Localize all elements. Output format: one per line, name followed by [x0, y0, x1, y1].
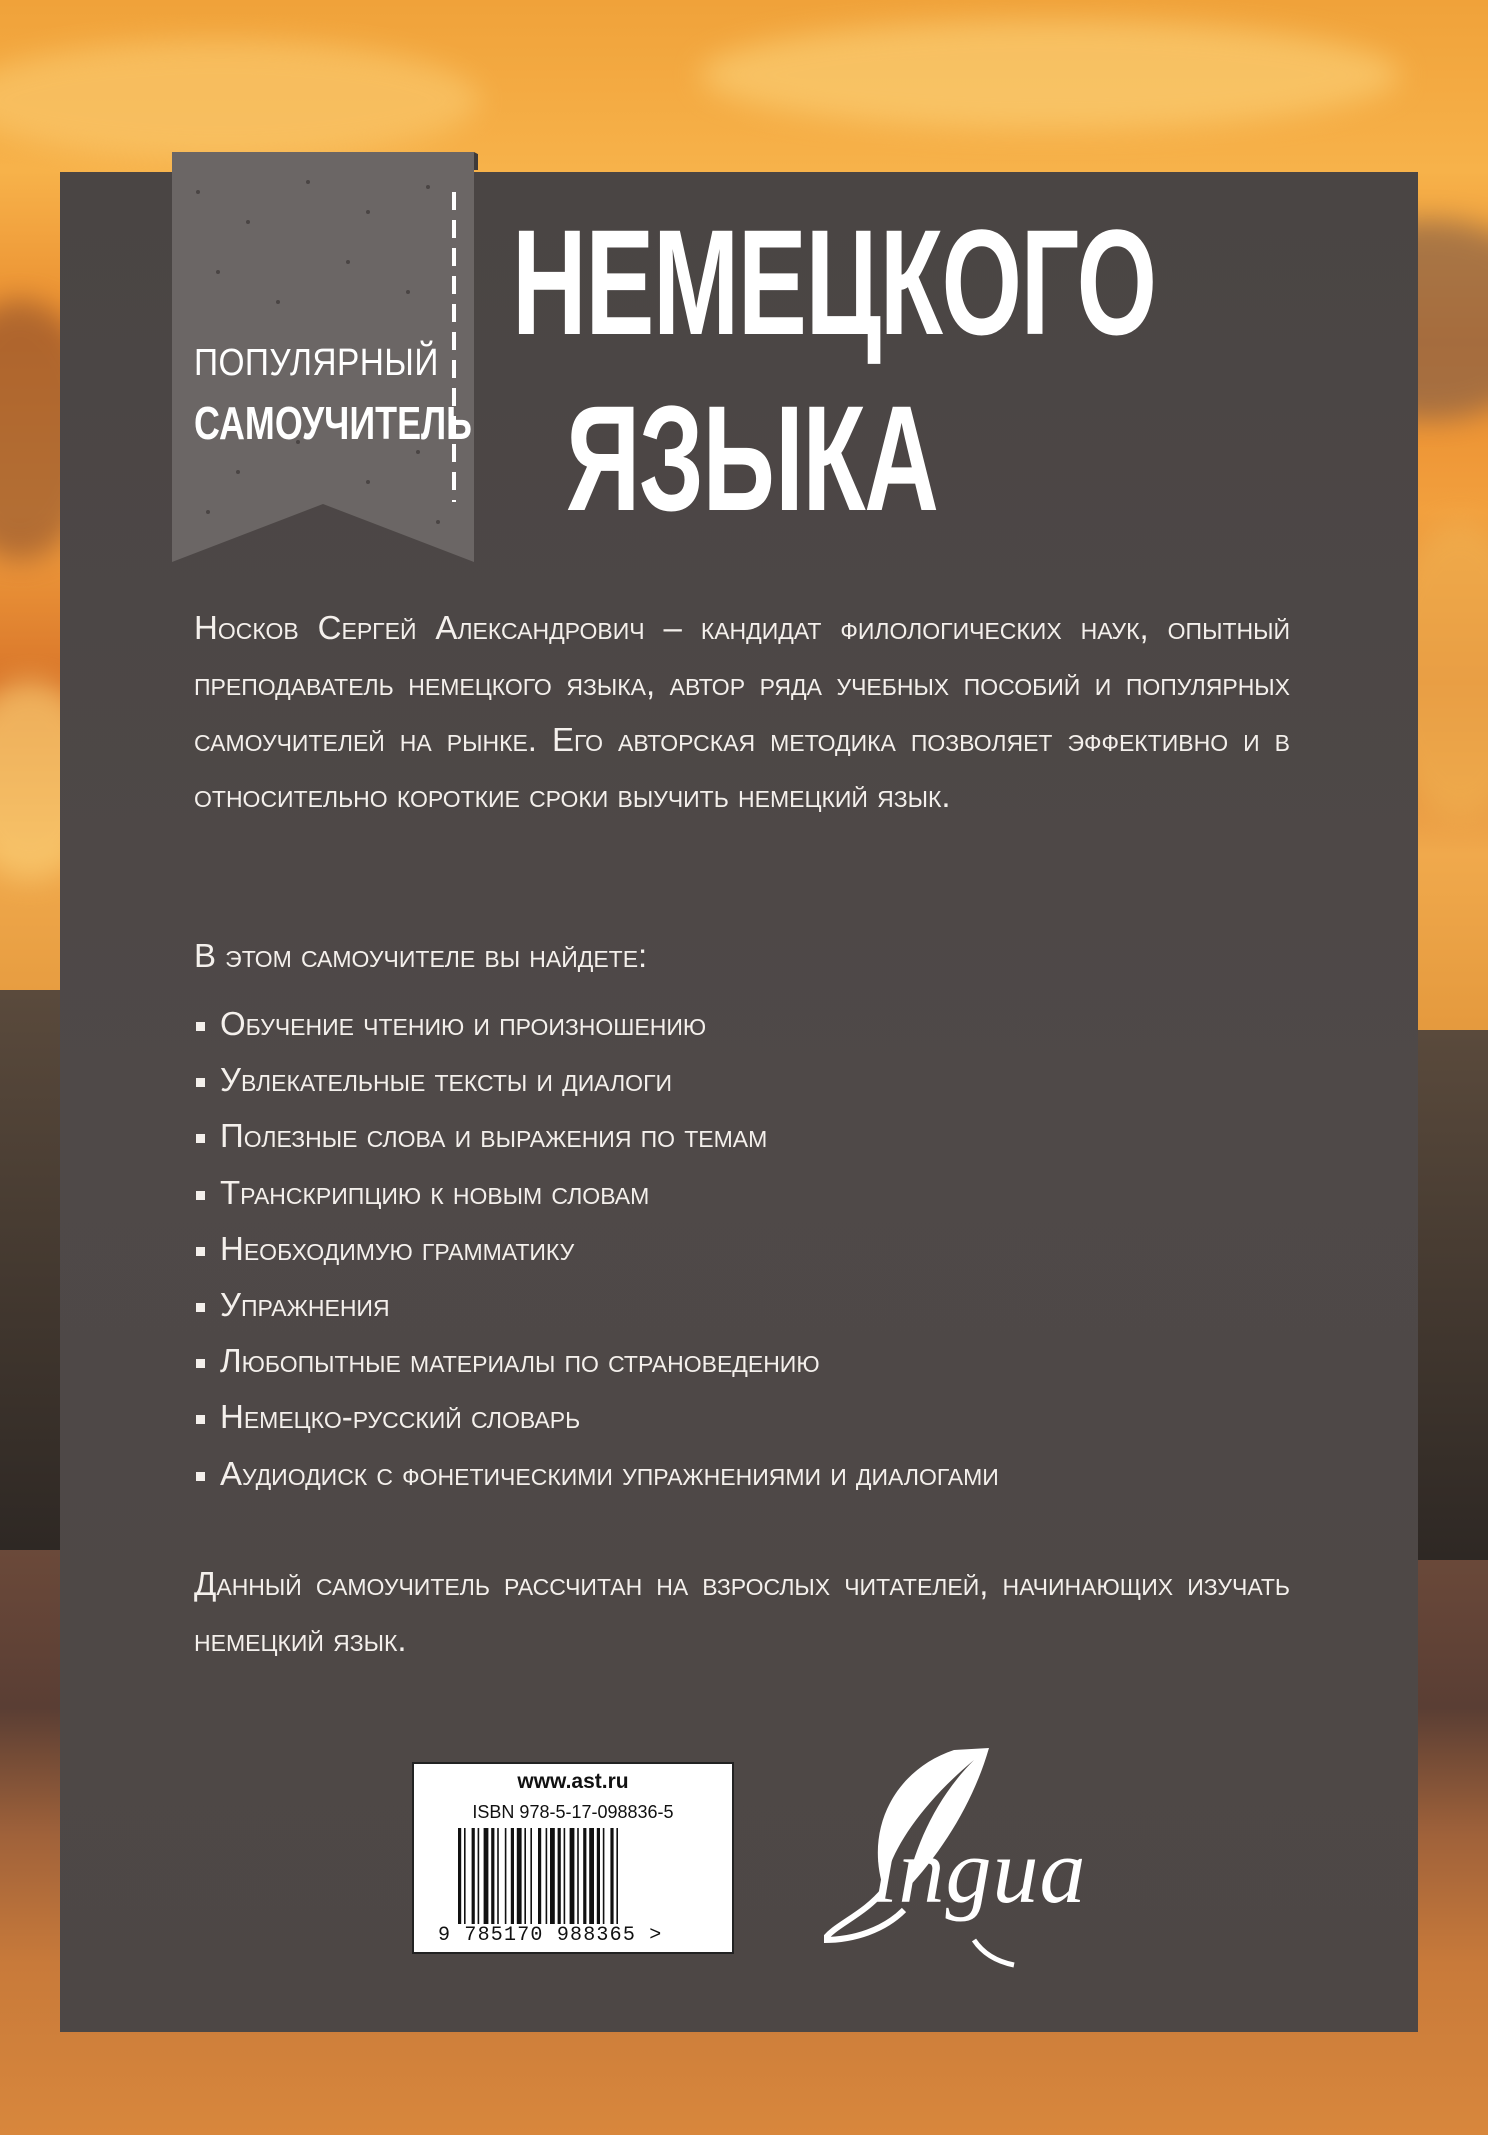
list-item: Любопытные материалы по страноведению — [194, 1333, 999, 1389]
barcode-bars — [458, 1828, 692, 1924]
city-silhouette-right — [1418, 1030, 1488, 1560]
features-intro: В этом самоучителе вы найдете: — [194, 937, 648, 974]
features-list — [194, 996, 999, 1502]
barcode-box — [412, 1762, 734, 1954]
lingua-logo — [824, 1740, 1154, 1970]
list-item: Транскрипцию к новым словам — [194, 1165, 999, 1221]
list-item: Увлекательные тексты и диалоги — [194, 1052, 999, 1108]
list-item: Упражнения — [194, 1277, 999, 1333]
barcode-digits: 9 785170 988365 > — [438, 1924, 663, 1947]
list-item: Аудиодиск с фонетическими упражнениями и диалогами — [194, 1446, 999, 1502]
series-ribbon — [168, 152, 478, 562]
isbn-text: ISBN 978-5-17-098836-5 — [472, 1802, 674, 1822]
list-item: Обучение чтению и произношению — [194, 996, 999, 1052]
logo-wordmark: ​ingua — [872, 1820, 1087, 1922]
publisher-url: www.ast.ru — [517, 1770, 629, 1793]
ribbon-line1: ПОПУЛЯРНЫЙ — [194, 342, 439, 384]
audience-note: Данный самоучитель рассчитан на взрослых читателей, начинающих изучать немецкий язык. — [194, 1565, 1290, 1658]
title-line2: ЯЗЫКА — [566, 374, 938, 542]
title-line1: НЕМЕЦКОГО — [512, 198, 1156, 366]
author-bio: Носков Сергей Александрович – кандидат филологических наук, опытный преподаватель немецкого языка, автор ряда учебных пособий и популярных самоучителей на рынке. Его авторская методика позволяет эффективно и в относительно короткие сроки выучить немецкий язык. — [194, 609, 1290, 814]
list-item: Полезные слова и выражения по темам — [194, 1108, 999, 1164]
ribbon-line2: САМОУЧИТЕЛЬ — [194, 397, 472, 449]
list-item: Необходимую грамматику — [194, 1221, 999, 1277]
list-item: Немецко-русский словарь — [194, 1389, 999, 1445]
city-silhouette-left — [0, 990, 60, 1550]
